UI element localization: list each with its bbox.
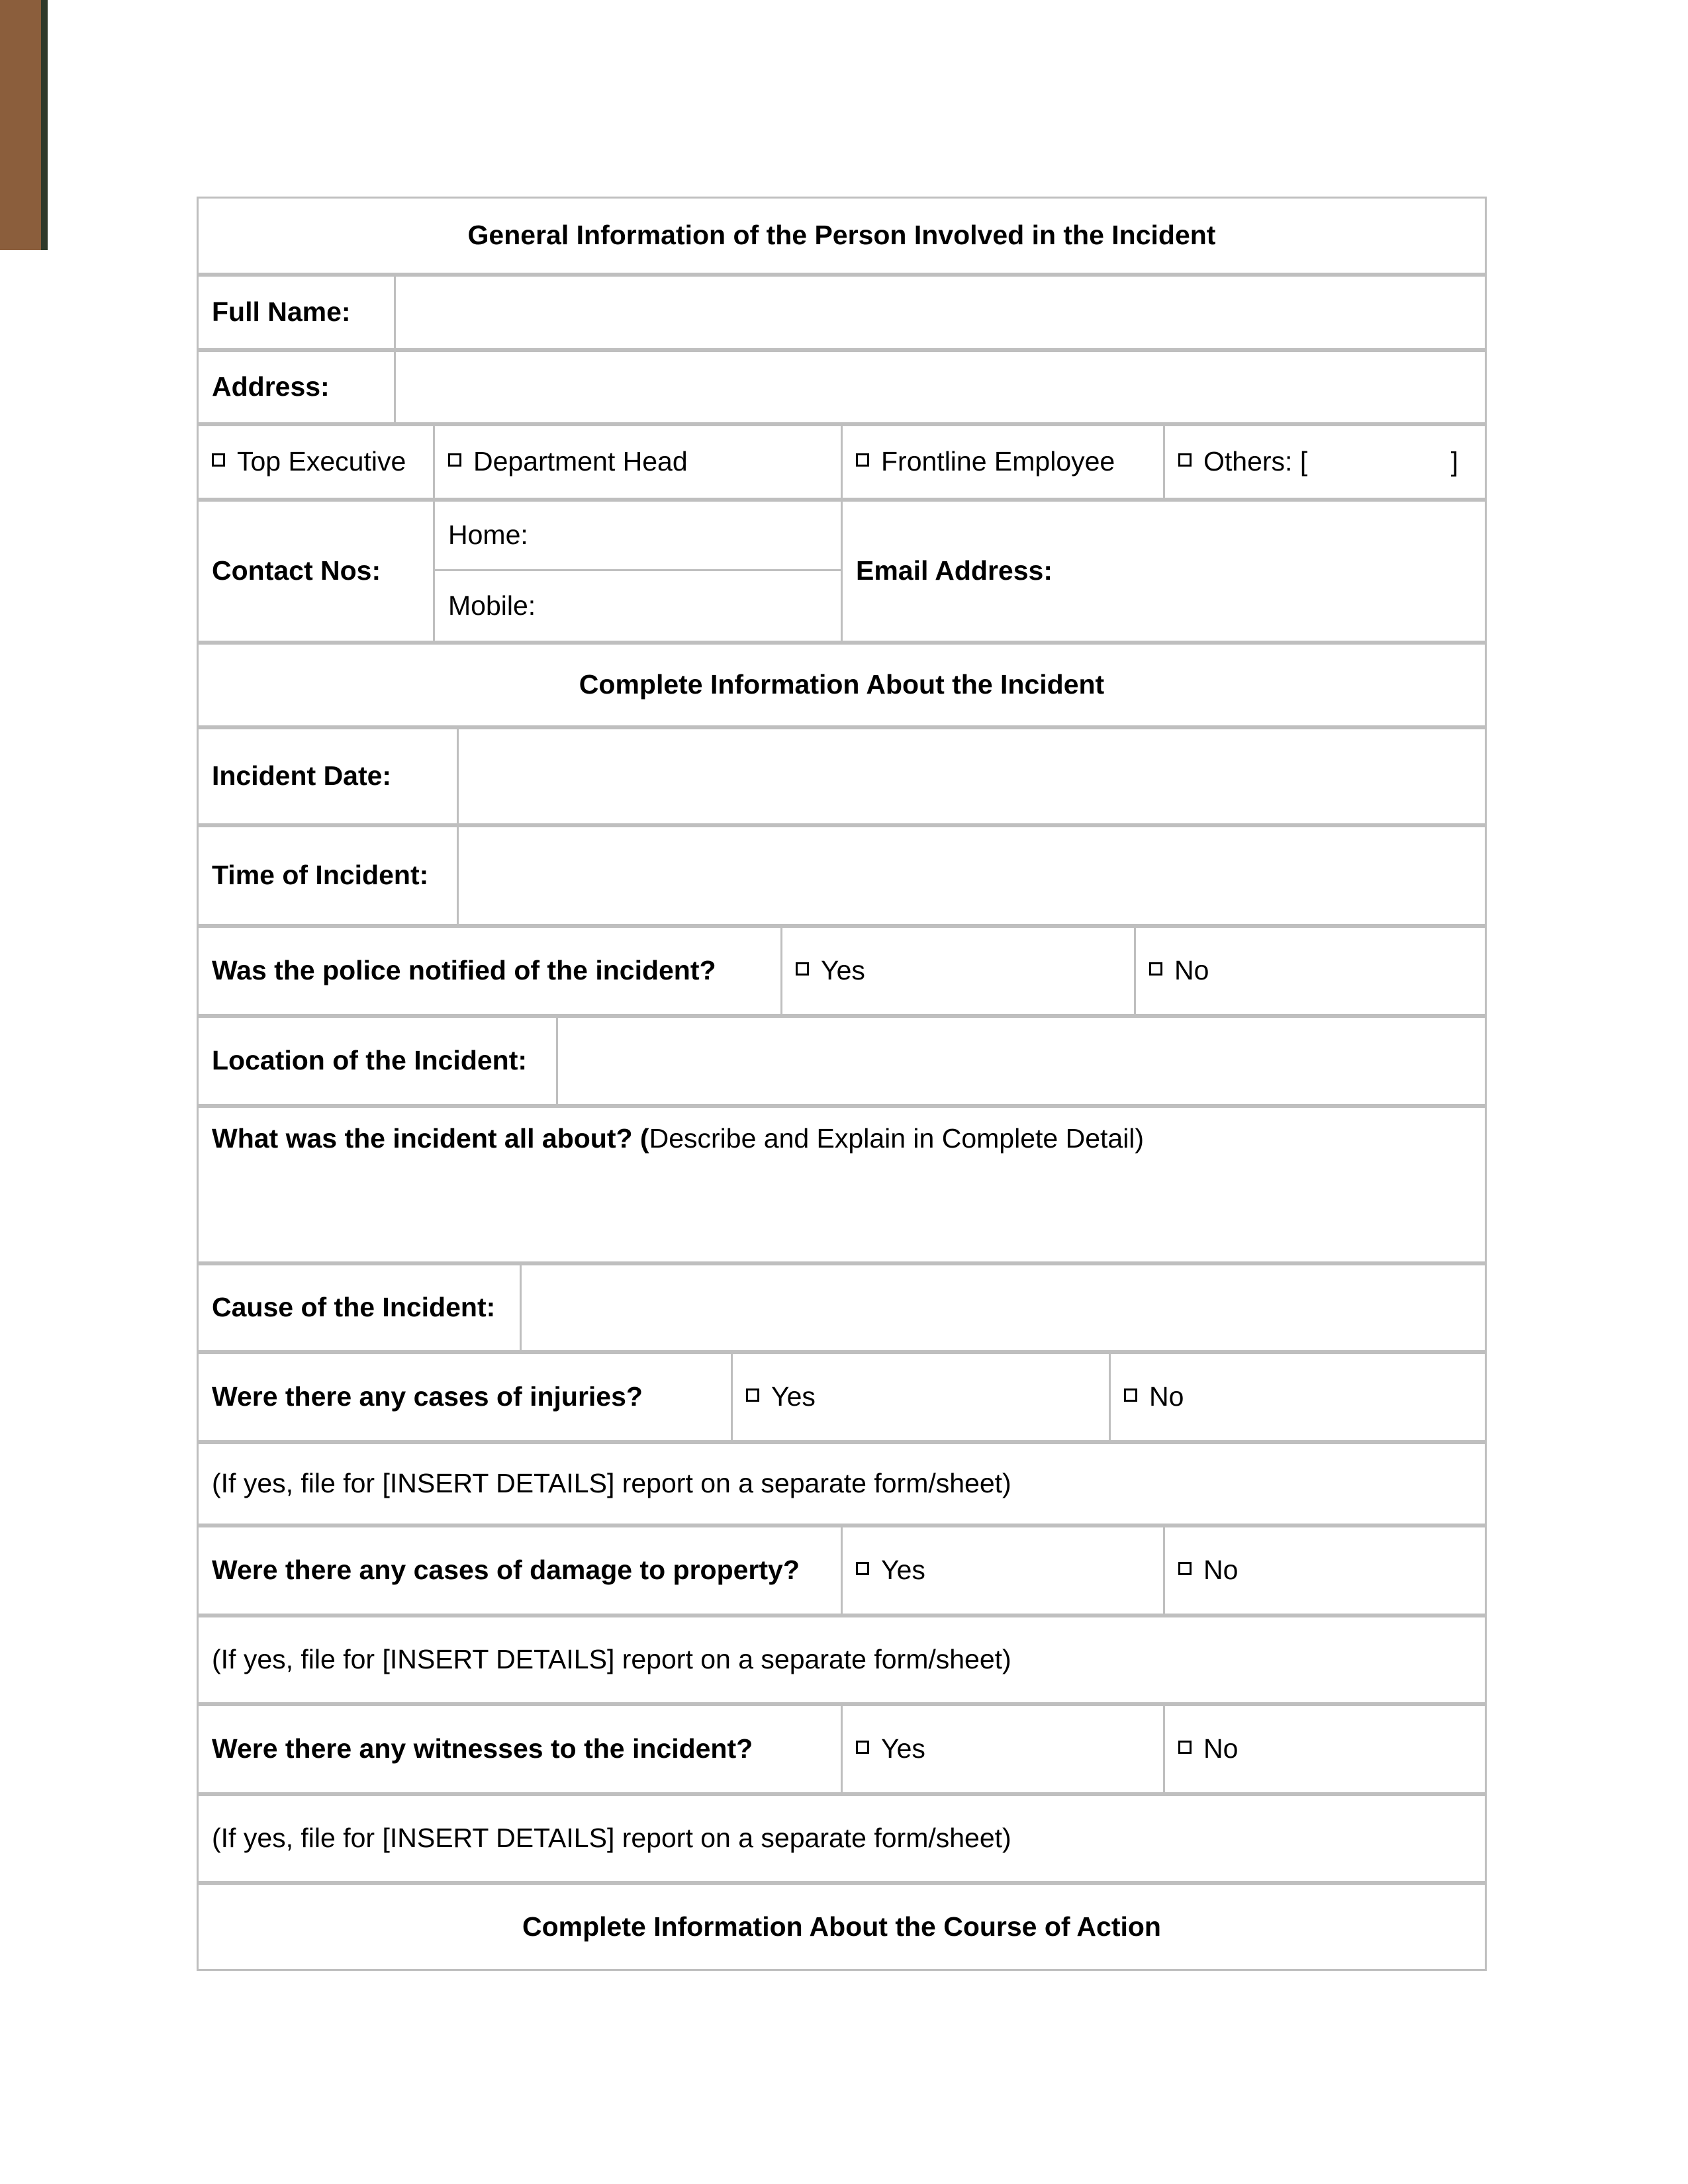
incident-time-field[interactable] [457,825,1487,926]
incident-report-form [199,199,1487,1971]
checkbox-icon[interactable] [212,453,225,467]
contact-row [199,502,1487,645]
checkbox-icon[interactable] [1149,962,1162,976]
incident-description-field[interactable] [197,1106,1487,1263]
witnesses-yes-option[interactable]: Yes [841,1704,1165,1794]
location-row [199,1018,1487,1108]
role-option-department-head[interactable]: Department Head [433,424,843,500]
role-option-top-executive[interactable]: Top Executive [197,424,435,500]
cause-field[interactable] [520,1263,1487,1352]
witnesses-question-label: Were there any witnesses to the incident? [197,1704,843,1794]
damage-yes-option[interactable]: Yes [841,1525,1165,1615]
incident-description-row [199,1108,1487,1265]
witnesses-no-option[interactable]: No [1163,1704,1487,1794]
address-label: Address: [197,350,396,424]
contact-label: Contact Nos: [197,500,435,643]
cause-label: Cause of the Incident: [197,1263,522,1352]
police-notified-row [199,928,1487,1018]
checkbox-icon[interactable] [856,1741,869,1754]
email-address-field[interactable]: Email Address: [841,500,1487,643]
damage-note: (If yes, file for [INSERT DETAILS] report on a separate form/sheet) [197,1615,1487,1704]
checkbox-icon[interactable] [1124,1388,1137,1402]
incident-time-label: Time of Incident: [197,825,459,926]
location-label: Location of the Incident: [197,1016,558,1106]
full-name-row [199,277,1487,352]
course-of-action-title: Complete Information About the Course of Action [197,1883,1487,1971]
address-field[interactable] [394,350,1487,424]
role-option-frontline-employee[interactable]: Frontline Employee [841,424,1165,500]
injuries-no-option[interactable]: No [1109,1352,1487,1442]
injuries-question-label: Were there any cases of injuries? [197,1352,733,1442]
witnesses-note-row [199,1796,1487,1885]
damage-question-label: Were there any cases of damage to property? [197,1525,843,1615]
cause-row [199,1265,1487,1354]
checkbox-icon[interactable] [1178,1562,1192,1575]
police-question-label: Was the police notified of the incident? [197,926,782,1016]
checkbox-icon[interactable] [448,453,461,467]
checkbox-icon[interactable] [746,1388,759,1402]
damage-note-row [199,1617,1487,1706]
incident-description-hint: Describe and Explain in Complete Detail) [649,1123,1145,1154]
course-of-action-header-row [199,1885,1487,1973]
checkbox-icon[interactable] [856,1562,869,1575]
damage-row [199,1527,1487,1617]
incident-time-row [199,827,1487,928]
home-phone-field[interactable]: Home: [435,502,841,571]
witnesses-note: (If yes, file for [INSERT DETAILS] report on a separate form/sheet) [197,1794,1487,1883]
others-bracket-close: ] [1450,446,1458,477]
injuries-note-row [199,1444,1487,1527]
incident-description-label: What was the incident all about? ( [212,1123,649,1154]
full-name-field[interactable] [394,275,1487,350]
incident-info-header-row [199,645,1487,729]
damage-no-option[interactable]: No [1163,1525,1487,1615]
police-no-option[interactable]: No [1134,926,1487,1016]
checkbox-icon[interactable] [856,453,869,467]
location-field[interactable] [556,1016,1487,1106]
incident-date-label: Incident Date: [197,727,459,825]
address-row [199,352,1487,426]
incident-date-field[interactable] [457,727,1487,825]
injuries-yes-option[interactable]: Yes [731,1352,1111,1442]
witnesses-row [199,1706,1487,1796]
role-option-others[interactable]: Others: [ ] [1163,424,1487,500]
incident-date-row [199,729,1487,827]
contact-numbers-cell [433,500,843,643]
checkbox-icon[interactable] [1178,453,1192,467]
general-info-header-row [199,199,1487,277]
injuries-row [199,1354,1487,1444]
mobile-phone-field[interactable]: Mobile: [448,590,536,621]
police-yes-option[interactable]: Yes [780,926,1136,1016]
injuries-note: (If yes, file for [INSERT DETAILS] report on a separate form/sheet) [197,1442,1487,1525]
incident-info-title: Complete Information About the Incident [197,643,1487,727]
full-name-label: Full Name: [197,275,396,350]
checkbox-icon[interactable] [796,962,809,976]
checkbox-icon[interactable] [1178,1741,1192,1754]
general-info-title: General Information of the Person Involved in the Incident [197,197,1487,275]
corner-decoration [0,0,48,250]
role-options-row [199,426,1487,502]
